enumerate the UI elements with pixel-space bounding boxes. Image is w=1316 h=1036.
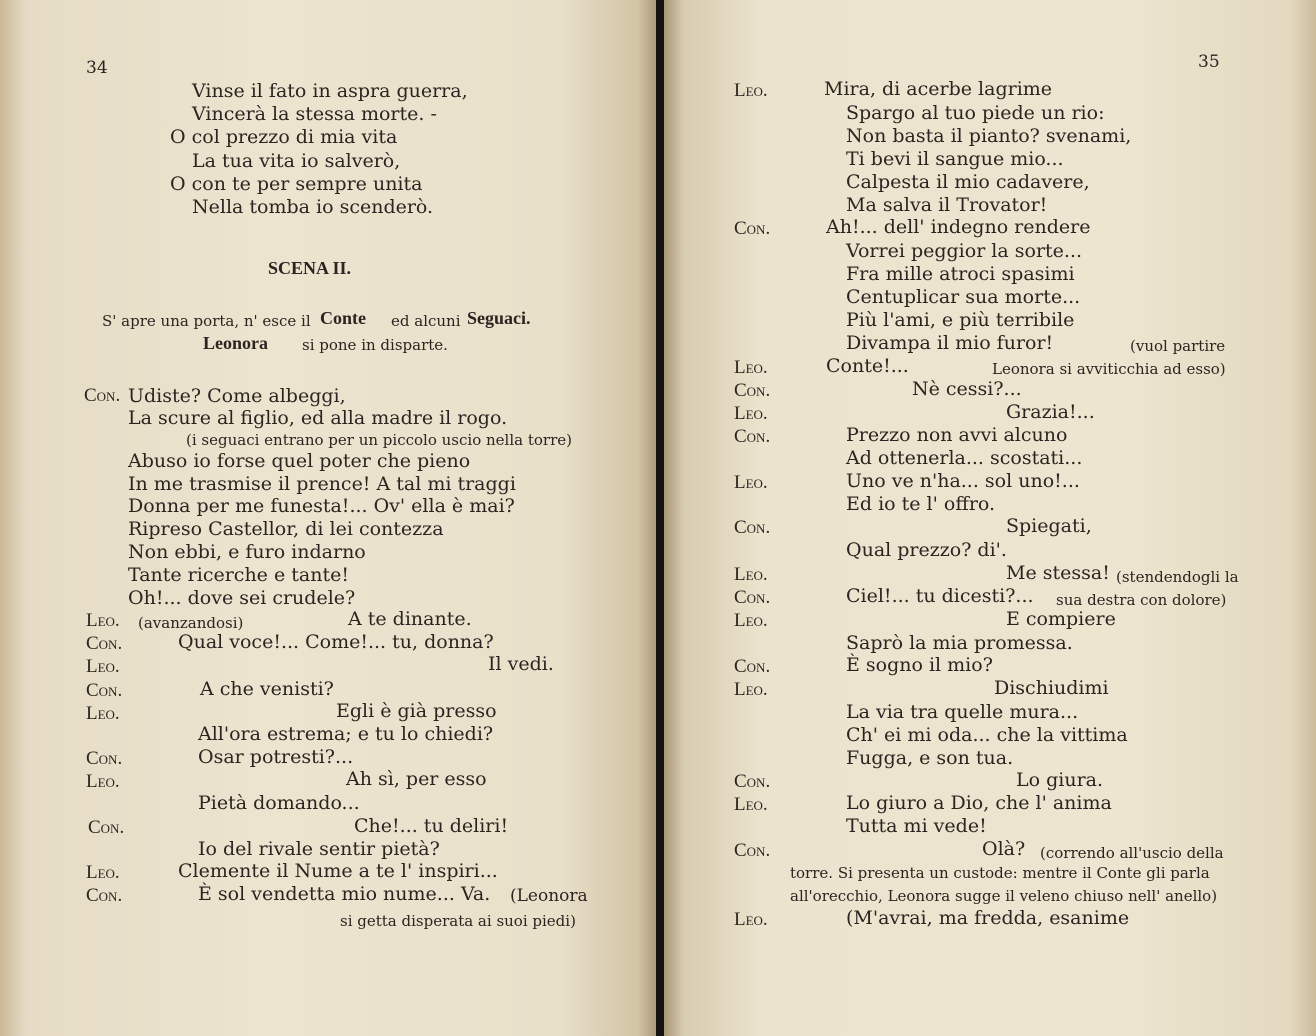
speaker: Leo.: [86, 610, 120, 631]
verse-line: Conte!...: [826, 355, 909, 377]
verse-line: Ma salva il Trovator!: [846, 194, 1048, 216]
stage-direction: (vuol partire: [1130, 337, 1226, 355]
verse-line: Ah!... dell' indegno rendere: [826, 216, 1091, 238]
verse-line: Centuplicar sua morte...: [846, 286, 1081, 308]
verse-line: Vorrei peggior la sorte...: [846, 240, 1083, 262]
verse-line: Il vedi.: [488, 653, 554, 675]
verse-line: Che!... tu deliri!: [354, 815, 509, 837]
verse-line: Nella tomba io scenderò.: [192, 196, 434, 218]
stage-direction: sua destra con dolore): [1056, 591, 1227, 609]
speaker: Con.: [734, 218, 771, 239]
speaker: Leo.: [734, 472, 768, 493]
speaker: Leo.: [734, 357, 768, 378]
verse-line: Ripreso Castellor, di lei contezza: [128, 518, 444, 540]
verse-line: Osar potresti?...: [198, 746, 354, 768]
verse-line: Donna per me funesta!... Ov' ella è mai?: [128, 495, 515, 517]
verse-line: Spiegati,: [1006, 515, 1092, 537]
verse-line: Calpesta il mio cadavere,: [846, 171, 1090, 193]
speaker: Leo.: [734, 610, 768, 631]
stage-direction: ed alcuni: [391, 312, 461, 330]
stage-direction: all'orecchio, Leonora sugge il veleno chiuso nell' anello): [790, 887, 1218, 905]
speaker: Con.: [734, 587, 771, 608]
verse-line: La scure al figlio, ed alla madre il rogo.: [128, 407, 508, 429]
verse-line: Pietà domando...: [198, 792, 360, 814]
verse-line: La tua vita io salverò,: [192, 150, 401, 172]
speaker: Con.: [86, 885, 123, 906]
character-name: Seguaci.: [467, 308, 531, 328]
verse-line: Lo giura.: [1016, 769, 1104, 791]
verse-line: Ah sì, per esso: [346, 768, 487, 790]
stage-direction: S' apre una porta, n' esce il: [102, 312, 311, 330]
page-number: 34: [86, 58, 108, 78]
verse-line: Oh!... dove sei crudele?: [128, 587, 356, 609]
verse-line: Qual prezzo? di'.: [846, 539, 1007, 561]
speaker: Con.: [734, 656, 771, 677]
speaker: Con.: [734, 380, 771, 401]
verse-line: Lo giuro a Dio, che l' anima: [846, 792, 1112, 814]
speaker: Leo.: [734, 909, 768, 930]
verse-line: Tutta mi vede!: [846, 815, 987, 837]
verse-line: Egli è già presso: [336, 700, 497, 722]
verse-line: Uno ve n'ha... sol uno!...: [846, 470, 1080, 492]
verse-line: Qual voce!... Come!... tu, donna?: [178, 631, 494, 653]
speaker: Leo.: [734, 80, 768, 101]
verse-line: Udiste? Come albeggi,: [128, 385, 346, 407]
verse-line: È sogno il mio?: [846, 654, 993, 676]
verse-line: Mira, di acerbe lagrime: [824, 78, 1053, 100]
verse-line: Prezzo non avvi alcuno: [846, 424, 1068, 446]
verse-line: Vinse il fato in aspra guerra,: [192, 80, 468, 102]
verse-line: All'ora estrema; e tu lo chiedi?: [198, 723, 494, 745]
speaker: Leo.: [734, 564, 768, 585]
verse-line: Divampa il mio furor!: [846, 332, 1054, 354]
stage-direction: si pone in disparte.: [302, 336, 448, 354]
speaker: Leo.: [86, 703, 120, 724]
character-name: Leonora: [203, 333, 268, 353]
verse-line: Clemente il Nume a te l' inspiri...: [178, 860, 498, 882]
verse-line: Olà?: [982, 838, 1026, 860]
speaker: Leo.: [86, 656, 120, 677]
verse-line: A te dinante.: [348, 608, 472, 630]
verse-line: Grazia!...: [1006, 401, 1095, 423]
verse-line: (M'avrai, ma fredda, esanime: [846, 907, 1130, 929]
speaker: Leo.: [86, 862, 120, 883]
speaker: Con.: [88, 817, 125, 838]
character-name: Conte: [320, 308, 366, 328]
stage-direction: (correndo all'uscio della: [1040, 844, 1224, 862]
verse-line: Non basta il pianto? svenami,: [846, 125, 1132, 147]
stage-direction: (stendendogli la: [1116, 568, 1239, 586]
stage-direction: (avanzandosi): [138, 614, 244, 632]
verse-line: Vincerà la stessa morte. -: [192, 103, 437, 125]
stage-direction: (i seguaci entrano per un piccolo uscio nella torre): [186, 431, 572, 449]
stage-direction: si getta disperata ai suoi piedi): [340, 912, 576, 930]
stage-direction: (Leonora: [510, 886, 588, 906]
scene-heading: SCENA II.: [268, 258, 352, 278]
verse-line: La via tra quelle mura...: [846, 701, 1079, 723]
speaker: Leo.: [734, 679, 768, 700]
verse-line: Me stessa!: [1006, 562, 1110, 584]
verse-line: A che venisti?: [200, 678, 334, 700]
verse-line: E compiere: [1006, 608, 1116, 630]
verse-line: Ed io te l' offro.: [846, 493, 996, 515]
verse-line: Saprò la mia promessa.: [846, 632, 1073, 654]
verse-line: Dischiudimi: [994, 677, 1109, 699]
verse-line: Spargo al tuo piede un rio:: [846, 102, 1105, 124]
verse-line: O con te per sempre unita: [170, 173, 423, 195]
speaker: Con.: [734, 426, 771, 447]
verse-line: Abuso io forse quel poter che pieno: [128, 450, 471, 472]
speaker: Leo.: [734, 403, 768, 424]
stage-direction: torre. Si presenta un custode: mentre il Conte gli parla: [790, 864, 1210, 882]
speaker: Con.: [734, 771, 771, 792]
verse-line: Nè cessi?...: [912, 378, 1022, 400]
verse-line: Ciel!... tu dicesti?...: [846, 585, 1034, 607]
verse-line: Fra mille atroci spasimi: [846, 263, 1075, 285]
page-number: 35: [1198, 52, 1220, 72]
verse-line: O col prezzo di mia vita: [170, 126, 398, 148]
verse-line: Fugga, e son tua.: [846, 747, 1014, 769]
speaker: Leo.: [86, 771, 120, 792]
speaker: Leo.: [734, 794, 768, 815]
speaker: Con.: [86, 680, 123, 701]
speaker: Con.: [86, 748, 123, 769]
verse-line: Tante ricerche e tante!: [128, 564, 349, 586]
verse-line: Più l'ami, e più terribile: [846, 309, 1075, 331]
stage-direction: Leonora si avviticchia ad esso): [992, 360, 1226, 378]
verse-line: Ti bevi il sangue mio...: [846, 148, 1064, 170]
verse-line: È sol vendetta mio nume... Va.: [198, 883, 491, 905]
right-page: [664, 0, 1316, 1036]
speaker: Con.: [84, 385, 121, 406]
verse-line: Ad ottenerla... scostati...: [846, 447, 1083, 469]
speaker: Con.: [734, 840, 771, 861]
speaker: Con.: [734, 517, 771, 538]
speaker: Con.: [86, 633, 123, 654]
verse-line: Ch' ei mi oda... che la vittima: [846, 724, 1128, 746]
verse-line: Non ebbi, e furo indarno: [128, 541, 366, 563]
verse-line: In me trasmise il prence! A tal mi traggi: [128, 473, 516, 495]
verse-line: Io del rivale sentir pietà?: [198, 838, 440, 860]
